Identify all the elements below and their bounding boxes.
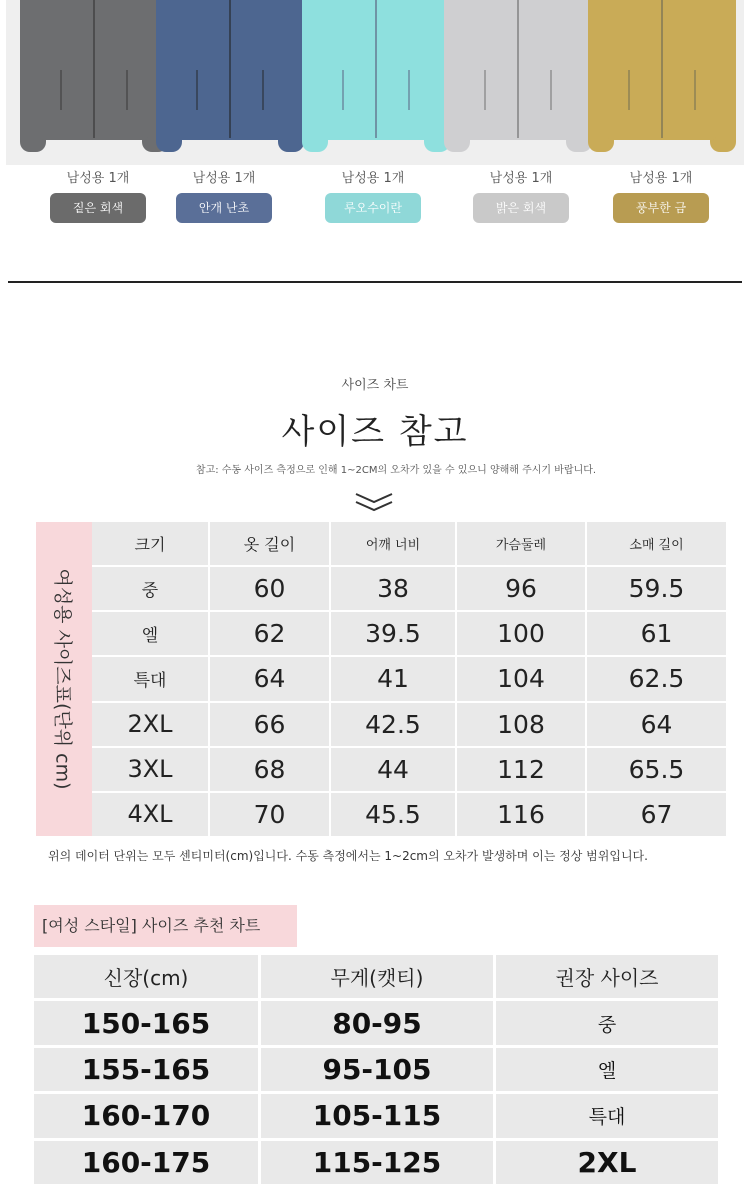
product-color-strip bbox=[0, 0, 750, 232]
table-cell-size: 3XL bbox=[92, 748, 208, 791]
size-recommendation-table bbox=[34, 955, 718, 1184]
table-cell: 45.5 bbox=[331, 793, 455, 836]
women-size-table-side-label bbox=[36, 522, 92, 836]
variant-label: 남성용 1개 bbox=[489, 171, 553, 186]
product-photo-band bbox=[6, 0, 744, 165]
table-cell: 105-115 bbox=[261, 1094, 493, 1137]
table-cell: 115-125 bbox=[261, 1141, 493, 1184]
table-cell: 67 bbox=[587, 793, 726, 836]
table-cell: 108 bbox=[457, 703, 585, 746]
table-cell: 70 bbox=[210, 793, 329, 836]
header-weight: 무게(캣티) bbox=[261, 955, 493, 998]
side-label-text: 여성용 사이즈표(단위 cm) bbox=[51, 568, 74, 790]
table-cell: 100 bbox=[457, 612, 585, 655]
table-cell: 150-165 bbox=[34, 1001, 258, 1044]
table-cell-size: 2XL bbox=[92, 703, 208, 746]
jacket-image-aqua bbox=[302, 0, 450, 160]
header-shoulder: 어깨 너비 bbox=[331, 522, 455, 565]
recommendation-heading: [여성 스타일] 사이즈 추천 차트 bbox=[34, 905, 297, 947]
table-cell: 42.5 bbox=[331, 703, 455, 746]
size-chart-subtitle: 사이즈 차트 bbox=[341, 378, 409, 393]
table-cell-size: 중 bbox=[92, 567, 208, 610]
variant-option-4[interactable] bbox=[461, 168, 581, 223]
variant-option-2[interactable] bbox=[164, 168, 284, 223]
table-cell: 중 bbox=[496, 1001, 718, 1044]
table-cell-size: 특대 bbox=[92, 657, 208, 700]
variant-option-5[interactable] bbox=[601, 168, 721, 223]
table-cell: 116 bbox=[457, 793, 585, 836]
size-table-footnote: 위의 데이터 단위는 모두 센티미터(cm)입니다. 수동 측정에서는 1~2cm의 오차가 발생하며 이는 정상 범위입니다. bbox=[48, 849, 648, 863]
table-cell: 104 bbox=[457, 657, 585, 700]
header-recommended-size: 권장 사이즈 bbox=[496, 955, 718, 998]
double-chevron-down-icon bbox=[354, 490, 394, 514]
color-swatch-button[interactable]: 짙은 회색 bbox=[50, 193, 146, 223]
size-chart-title: 사이즈 참고 bbox=[281, 412, 469, 452]
table-cell: 160-170 bbox=[34, 1094, 258, 1137]
table-cell: 62 bbox=[210, 612, 329, 655]
variant-label: 남성용 1개 bbox=[192, 171, 256, 186]
header-chest: 가슴둘레 bbox=[457, 522, 585, 565]
table-cell: 41 bbox=[331, 657, 455, 700]
table-cell: 68 bbox=[210, 748, 329, 791]
table-cell: 64 bbox=[210, 657, 329, 700]
jacket-image-light-gray bbox=[444, 0, 592, 160]
jacket-image-mist-orchid bbox=[156, 0, 304, 160]
table-cell: 38 bbox=[331, 567, 455, 610]
variant-label: 남성용 1개 bbox=[629, 171, 693, 186]
table-cell-size: 엘 bbox=[92, 612, 208, 655]
color-swatch-button[interactable]: 안개 난초 bbox=[176, 193, 272, 223]
table-cell: 66 bbox=[210, 703, 329, 746]
variant-option-1[interactable] bbox=[38, 168, 158, 223]
variant-option-3[interactable] bbox=[313, 168, 433, 223]
table-cell: 64 bbox=[587, 703, 726, 746]
measurement-note: 참고: 수동 사이즈 측정으로 인해 1~2CM의 오차가 있을 수 있으니 양해해 주시기 바랍니다. bbox=[195, 465, 597, 476]
table-cell: 특대 bbox=[496, 1094, 718, 1137]
color-swatch-button[interactable]: 풍부한 금 bbox=[613, 193, 709, 223]
table-cell: 95-105 bbox=[261, 1048, 493, 1091]
header-size: 크기 bbox=[92, 522, 208, 565]
table-cell: 39.5 bbox=[331, 612, 455, 655]
table-cell: 62.5 bbox=[587, 657, 726, 700]
variant-label: 남성용 1개 bbox=[341, 171, 405, 186]
table-cell: 2XL bbox=[496, 1141, 718, 1184]
color-swatch-button[interactable]: 밝은 회색 bbox=[473, 193, 569, 223]
table-cell: 160-175 bbox=[34, 1141, 258, 1184]
table-cell: 80-95 bbox=[261, 1001, 493, 1044]
table-cell: 59.5 bbox=[587, 567, 726, 610]
variant-label: 남성용 1개 bbox=[66, 171, 130, 186]
table-cell: 60 bbox=[210, 567, 329, 610]
jacket-image-dark-gray bbox=[20, 0, 168, 160]
table-cell: 155-165 bbox=[34, 1048, 258, 1091]
color-swatch-button[interactable]: 루오수이란 bbox=[325, 193, 421, 223]
jacket-image-rich-gold bbox=[588, 0, 736, 160]
table-cell: 44 bbox=[331, 748, 455, 791]
header-length: 옷 길이 bbox=[210, 522, 329, 565]
table-cell: 96 bbox=[457, 567, 585, 610]
header-sleeve: 소매 길이 bbox=[587, 522, 726, 565]
women-size-table bbox=[92, 522, 718, 836]
table-cell: 65.5 bbox=[587, 748, 726, 791]
header-height: 신장(cm) bbox=[34, 955, 258, 998]
table-cell: 엘 bbox=[496, 1048, 718, 1091]
table-cell: 112 bbox=[457, 748, 585, 791]
table-cell: 61 bbox=[587, 612, 726, 655]
table-cell-size: 4XL bbox=[92, 793, 208, 836]
section-divider bbox=[8, 281, 742, 283]
